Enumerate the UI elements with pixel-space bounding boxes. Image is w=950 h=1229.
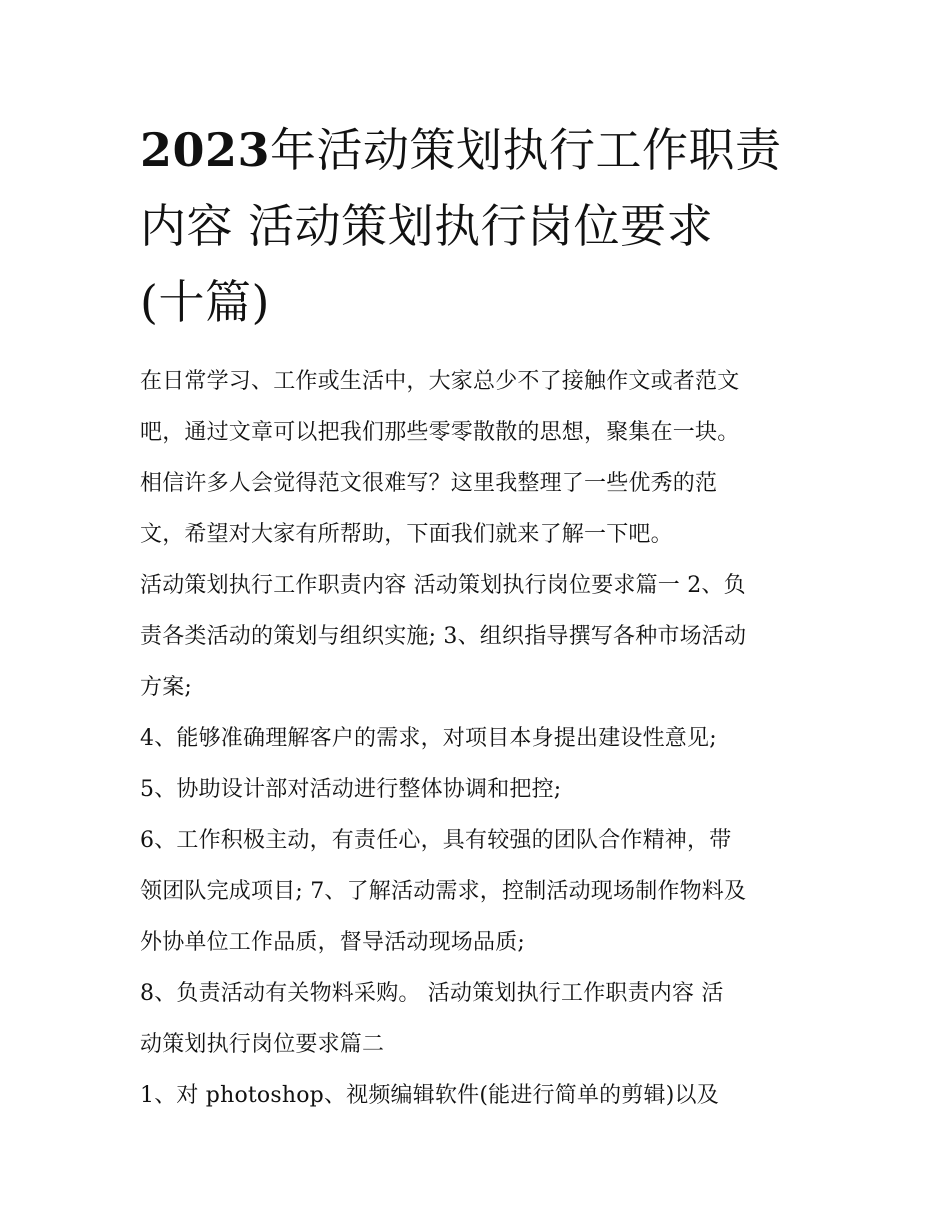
title-line-2: 内容 活动策划执行岗位要求: [140, 199, 714, 253]
paragraph-line: 6、工作积极主动，有责任心，具有较强的团队合作精神，带: [140, 828, 732, 853]
paragraph-line: 活动策划执行工作职责内容 活动策划执行岗位要求篇一 2、负: [140, 573, 746, 598]
paragraph-line: 方案;: [140, 675, 193, 700]
body-paragraph: [140, 356, 820, 560]
body-paragraph: [140, 713, 820, 764]
paragraph-line: 1、对 photoshop、视频编辑软件(能进行简单的剪辑)以及: [140, 1083, 719, 1108]
paragraph-line: 动策划执行岗位要求篇二: [140, 1032, 385, 1057]
body-paragraph: [140, 560, 820, 713]
paragraph-line: 5、协助设计部对活动进行整体协调和把控;: [140, 777, 562, 802]
title-year: 2023: [140, 123, 271, 177]
document-title: [140, 112, 820, 340]
title-line-3: (十篇): [140, 275, 270, 329]
paragraph-line: 8、负责活动有关物料采购。 活动策划执行工作职责内容 活: [140, 981, 724, 1006]
paragraph-line: 吧，通过文章可以把我们那些零零散散的思想，聚集在一块。: [140, 420, 740, 445]
title-line-1-text: 年活动策划执行工作职责: [270, 123, 782, 177]
paragraph-line: 4、能够准确理解客户的需求，对项目本身提出建设性意见;: [140, 726, 717, 751]
body-paragraph: [140, 764, 820, 815]
paragraph-line: 文，希望对大家有所帮助，下面我们就来了解一下吧。: [140, 522, 673, 547]
paragraph-line: 外协单位工作品质，督导活动现场品质;: [140, 930, 526, 955]
body-paragraph: [140, 1070, 820, 1121]
document-body: [140, 356, 820, 1121]
title-line-1: [140, 112, 820, 188]
body-paragraph: [140, 815, 820, 968]
paragraph-line: 领团队完成项目; 7、了解活动需求，控制活动现场制作物料及: [140, 879, 747, 904]
paragraph-line: 相信许多人会觉得范文很难写？这里我整理了一些优秀的范: [140, 471, 718, 496]
body-paragraph: [140, 968, 820, 1070]
paragraph-line: 在日常学习、工作或生活中，大家总少不了接触作文或者范文: [140, 369, 740, 394]
paragraph-line: 责各类活动的策划与组织实施; 3、组织指导撰写各种市场活动: [140, 624, 747, 649]
document-page: [140, 112, 820, 1121]
